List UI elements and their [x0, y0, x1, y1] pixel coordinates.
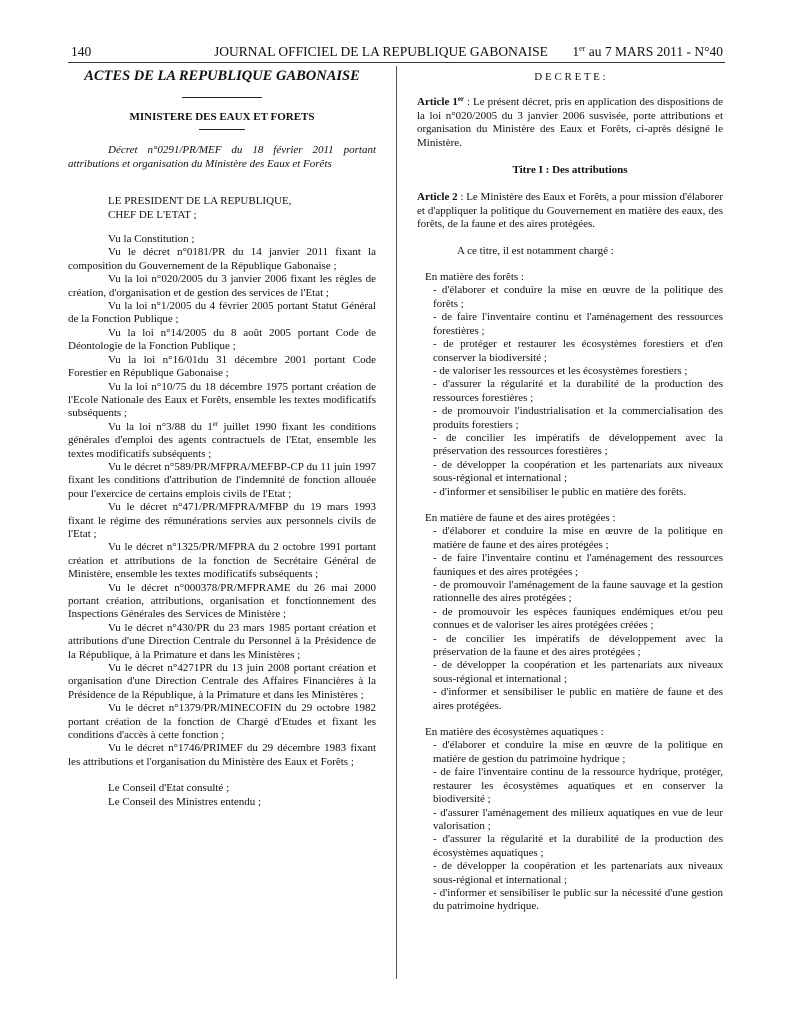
acts-title: ACTES DE LA REPUBLIQUE GABONAISE — [84, 68, 360, 84]
column-divider — [396, 66, 397, 979]
list-item: - d'assurer la régularité et la durabilité de la production des ressources forestières ; — [433, 378, 723, 404]
journal-title: JOURNAL OFFICIEL DE LA REPUBLIQUE GABONAISE — [214, 44, 548, 59]
forets-list — [417, 284, 723, 499]
list-item: - d'assurer la régularité et la durabilité de la production des écosystèmes aquatiques ; — [433, 833, 723, 859]
list-item: - de développer la coopération et les partenariats aux niveaux sous-régional et international ; — [433, 659, 723, 685]
article-1-label: Article 1er — [417, 95, 465, 109]
list-item: - de concilier les impératifs de développement avec la préservation de la faune et des aires protégées ; — [433, 632, 723, 659]
decret-title: Décret n°0291/PR/MEF du 18 février 2011 portant attributions et organisation du Ministère des Eaux et Forêts — [68, 144, 376, 170]
vu-item: Vu la loi n°16/01du 31 décembre 2001 portant Code Forestier en République Gabonaise ; — [68, 353, 376, 380]
vu-item: Vu le décret n°471/PR/MFPRA/MFBP du 19 mars 1993 fixant le régime des rémunérations servies aux personnels civils de l'Etat ; — [68, 501, 376, 540]
list-item: - de faire l'inventaire continu et l'aménagement des ressources fauniques et des aires protégées ; — [433, 552, 723, 578]
vu-item: Vu le décret n°1379/PR/MINECOFIN du 29 octobre 1982 portant création de la fonction de Chargé d'Etudes et fixant les conditions d'accès à cette fonction ; — [68, 702, 376, 742]
left-column — [68, 67, 376, 809]
list-item: - de protéger et restaurer les écosystèmes forestiers et d'en conserver la biodiversité ; — [433, 338, 723, 364]
vu-constitution: Vu la Constitution ; — [108, 233, 195, 246]
article-1: Article 1er : Le présent décret, pris en application des dispositions de la loi n°020/2005 du 3 janvier 2006 susvisée, porte attributions et organisation du Ministère des Eaux et Forêts, ci-après désigné le Ministère. — [417, 95, 723, 149]
list-item: - d'assurer l'aménagement des milieux aquatiques en vue de leur valorisation ; — [433, 806, 723, 832]
conseil-etat: Le Conseil d'Etat consulté ; — [108, 782, 230, 795]
page-header — [71, 44, 723, 60]
right-column — [417, 67, 723, 914]
list-item: - d'informer et sensibiliser le public sur la nécessité d'une gestion du patrimoine hydrique. — [433, 886, 723, 913]
titre-1: Titre I : Des attributions — [512, 164, 628, 177]
president-line-2: CHEF DE L'ETAT ; — [108, 208, 197, 221]
vu-item: Vu la loi n°020/2005 du 3 janvier 2006 fixant les règles de création, d'organisation et de gestion des services de l'Etat ; — [68, 273, 376, 299]
list-item: - d'élaborer et conduire la mise en œuvre de la politique en matière de gestion du patrimoine hydrique ; — [433, 739, 723, 765]
section-faune-heading: En matière de faune et des aires protégées : — [425, 511, 616, 524]
a-ce-titre: A ce titre, il est notamment chargé : — [457, 244, 614, 257]
issue-date: 1er au 7 MARS 2011 - N°40 — [572, 44, 723, 59]
list-item: - d'informer et sensibiliser le public en matière des forêts. — [433, 485, 687, 498]
article-2: Article 2 : Le Ministère des Eaux et Forêts, a pour mission d'élaborer et d'appliquer la politique du Gouvernement en matière des eaux, des forêts, de la faune et des aires protégées. — [417, 191, 723, 231]
ministry-title: MINISTERE DES EAUX ET FORETS — [129, 111, 315, 123]
conseil-ministres: Le Conseil des Ministres entendu ; — [108, 795, 262, 808]
list-item: - de concilier les impératifs de développement avec la préservation des ressources forestières ; — [433, 431, 723, 458]
list-item: - d'élaborer et conduire la mise en œuvre de la politique des forêts ; — [433, 284, 723, 310]
vu-item: Vu le décret n°000378/PR/MFPRAME du 26 mai 2000 portant création, attributions, organisation et fonctionnement des Inspections Générales des Services de Ministère ; — [68, 581, 376, 621]
list-item: - de faire l'inventaire continu de la ressource hydrique, protéger, restaurer les écosystèmes aquatiques et en conserver la biodiversité ; — [433, 766, 723, 806]
vu-item: Vu la loi n°1/2005 du 4 février 2005 portant Statut Général de la Fonction Publique ; — [68, 300, 376, 326]
list-item: - de promouvoir l'aménagement de la faune sauvage et la gestion rationnelle des aires protégées ; — [433, 579, 723, 605]
president-line-1: LE PRESIDENT DE LA REPUBLIQUE, — [108, 195, 292, 208]
vu-item: Vu le décret n°589/PR/MFPRA/MEFBP-CP du 11 juin 1997 fixant les conditions d'attribution de l'indemnité de fonction allouée pour l'exercice de certains emplois civils de l'Etat ; — [68, 460, 376, 500]
list-item: - d'informer et sensibiliser le public en matière de faune et des aires protégées. — [433, 686, 723, 712]
list-item: - de développer la coopération et les partenariats aux niveaux sous-régional et international ; — [433, 860, 723, 886]
header-rule — [68, 62, 725, 63]
page-number: 140 — [71, 44, 92, 59]
vu-item: Vu la loi n°14/2005 du 8 août 2005 portant Code de Déontologie de la Fonction Publique ; — [68, 326, 376, 353]
vu-item: Vu la loi n°10/75 du 18 décembre 1975 portant création de l'Ecole Nationale des Eaux et Forêts, ensemble les textes modificatifs subséquents ; — [68, 380, 376, 420]
vu-item: Vu le décret n°430/PR du 23 mars 1985 portant création et attributions d'une Direction Centrale du Personnel à la Présidence de la République, à la Primature et dans les Ministères ; — [68, 621, 376, 661]
list-item: - d'élaborer et conduire la mise en œuvre de la politique en matière de faune et des aires protégées ; — [433, 525, 723, 551]
vu-item: Vu le décret n°1746/PRIMEF du 29 décembre 1983 fixant les attributions et l'organisation du Ministère des Eaux et Forêts ; — [68, 742, 376, 768]
list-item: - de faire l'inventaire continu et l'aménagement des ressources forestières ; — [433, 311, 723, 337]
vu-item: Vu le décret n°0181/PR du 14 janvier 2011 fixant la composition du Gouvernement de la République Gabonaise ; — [68, 246, 376, 272]
section-forets-heading: En matière des forêts : — [425, 271, 524, 284]
vu-item: Vu le décret n°1325/PR/MFPRA du 2 octobre 1991 portant création et attributions de la fonction de Secrétaire Général de Ministère, ensemble les textes modificatifs subséquents ; — [68, 541, 376, 581]
list-item: - de promouvoir l'industrialisation et la commercialisation des produits forestiers ; — [433, 405, 723, 431]
list-item: - de développer la coopération et les partenariats aux niveaux sous-régional et international ; — [433, 458, 723, 485]
aquatiques-list — [417, 739, 723, 913]
vu-item: Vu le décret n°4271PR du 13 juin 2008 portant création et organisation d'une Direction Centrale des Affaires Financières à la Présidence de la République, à la Primature et dans les Ministères ; — [68, 662, 376, 701]
decrete-heading: D E C R E T E : — [534, 71, 606, 83]
list-item: - de valoriser les ressources et les écosystèmes forestiers ; — [433, 364, 688, 377]
article-2-label: Article 2 — [417, 191, 458, 204]
faune-list — [417, 525, 723, 713]
section-aquatiques-heading: En matière des écosystèmes aquatiques : — [425, 726, 604, 739]
list-item: - de promouvoir les espèces fauniques endémiques et/ou peu connues et de valoriser les aires protégées créées ; — [433, 605, 723, 632]
vu-item: Vu la loi n°3/88 du 1er juillet 1990 fixant les conditions générales d'emploi des agents contractuels de l'Etat, ensemble les textes modificatifs subséquents ; — [68, 419, 376, 460]
